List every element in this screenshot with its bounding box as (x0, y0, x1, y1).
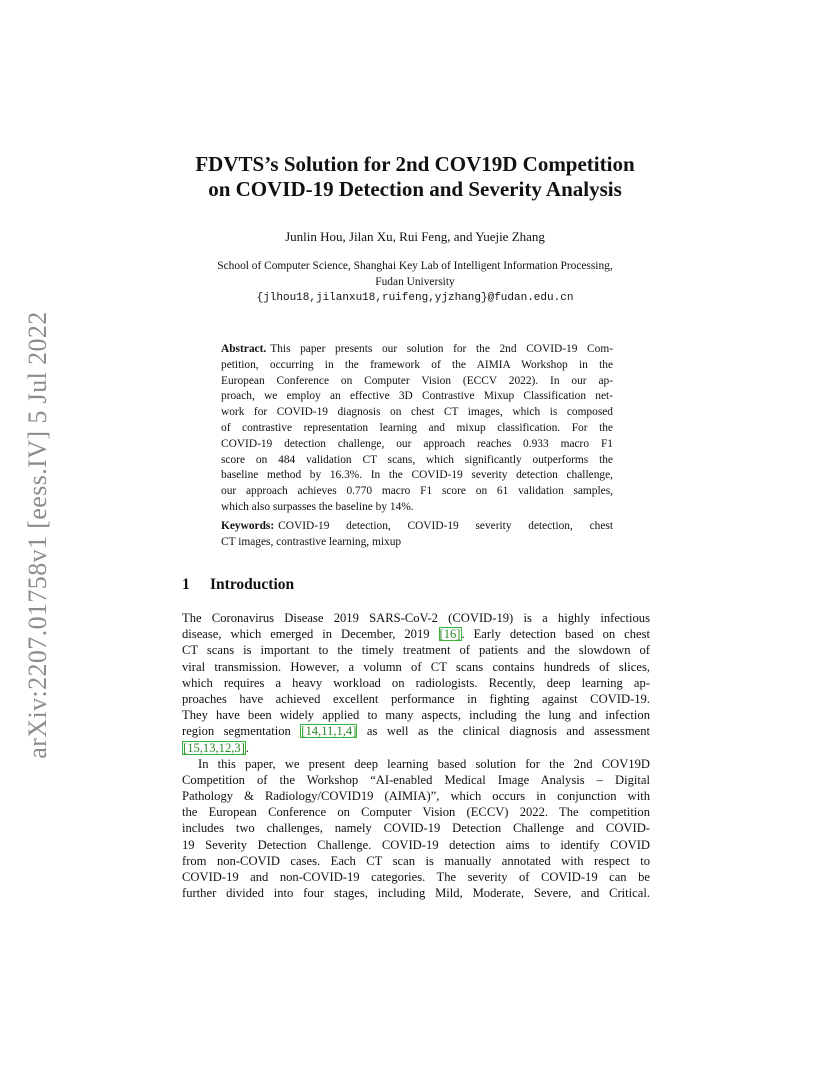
abstract (221, 342, 613, 516)
body-line: which requires a heavy workload on radiologists. Recently, deep learning ap- (182, 675, 650, 690)
body-line: viral transmission. However, a volumn of CT scans contains hundreds of slices, (182, 659, 650, 674)
abstract-line: score on 484 validation CT scans, which significantly outperforms the (221, 453, 613, 466)
body-line: region segmentation [14,11,1,4] as well as the clinical diagnosis and assessment (182, 724, 650, 739)
arxiv-stamp (8, 300, 68, 770)
body-line: [15,13,12,3]. (183, 740, 250, 755)
citation-link[interactable]: [16] (439, 627, 461, 642)
paper-title (150, 152, 680, 202)
section-heading (182, 576, 294, 594)
title-line-1: FDVTS’s Solution for 2nd COV19D Competition (195, 152, 635, 176)
abstract-line: baseline method by 16.3%. In the COVID-19 severity detection challenge, (221, 469, 613, 482)
abstract-line: of contrastive representation learning and mixup classification. For the (221, 421, 613, 434)
section-title: Introduction (210, 576, 295, 593)
body-line: Competition of the Workshop “AI-enabled Medical Image Analysis – Digital (182, 772, 650, 787)
body-line: further divided into four stages, including Mild, Moderate, Severe, and Critical. (182, 886, 650, 901)
body-line: They have been widely applied to many aspects, including the lung and infection (182, 708, 650, 723)
abstract-label: Abstract. (221, 343, 267, 355)
body-line: The Coronavirus Disease 2019 SARS-CoV-2 (COVID-19) is a highly infectious (182, 611, 650, 625)
body-line: COVID-19 and non-COVID-19 categories. The severity of COVID-19 can be (182, 870, 650, 884)
keywords-line: CT images, contrastive learning, mixup (221, 535, 402, 548)
abstract-line: proach, we employ an effective 3D Contrastive Mixup Classification net- (221, 390, 613, 403)
abstract-line: petition, occurring in the framework of the AIMIA Workshop in the (221, 358, 613, 371)
title-line-2: on COVID-19 Detection and Severity Analysis (208, 177, 622, 201)
abstract-line: our approach achieves 0.770 macro F1 score on 61 validation samples, (221, 485, 613, 498)
affiliation-line-1: School of Computer Science, Shanghai Key Lab of Intelligent Information Processing, (217, 260, 613, 272)
body-line: Pathology & Radiology/COVID19 (AIMIA)”, which occurs in conjunction with (182, 789, 650, 804)
body-line: from non-COVID cases. Each CT scan is manually annotated with respect to (182, 853, 650, 868)
body-line: 19 Severity Detection Challenge. COVID-19 detection aims to identify COVID (182, 837, 650, 852)
body-line: includes two challenges, namely COVID-19 Detection Challenge and COVID- (182, 821, 650, 836)
keywords-label: Keywords: (221, 520, 275, 532)
abstract-line: work for COVID-19 diagnosis on chest CT images, which is composed (221, 406, 613, 419)
author-emails: {jlhou18,jilanxu18,ruifeng,yjzhang}@fudan.edu.cn (256, 292, 574, 304)
affiliation-line-2: Fudan University (375, 276, 455, 288)
body-line: CT scans is important to the timely treatment of patients and the slowdown of (182, 643, 650, 658)
arxiv-stamp-text: arXiv:2207.01758v1 [eess.IV] 5 Jul 2022 (23, 311, 52, 759)
abstract-line: Abstract. This paper presents our solution for the 2nd COVID-19 Com- (221, 343, 613, 355)
body-text (182, 610, 650, 901)
citation-link[interactable]: [15,13,12,3] (183, 740, 245, 755)
body-line: In this paper, we present deep learning based solution for the 2nd COV19D (198, 756, 650, 771)
abstract-line: European Conference on Computer Vision (ECCV 2022). In our ap- (221, 374, 613, 387)
authors: Junlin Hou, Jilan Xu, Rui Feng, and Yuejie Zhang (285, 229, 545, 244)
body-line: the European Conference on Computer Vision (ECCV) 2022. The competition (182, 805, 650, 820)
affiliation (150, 258, 680, 306)
keywords (221, 519, 613, 551)
keywords-line: Keywords: COVID-19 detection, COVID-19 severity detection, chest (221, 520, 613, 532)
abstract-line: COVID-19 detection challenge, our approach reaches 0.933 macro F1 (221, 437, 613, 450)
citation-link[interactable]: [14,11,1,4] (301, 724, 357, 739)
body-line: disease, which emerged in December, 2019 [16]. Early detection based on chest (182, 627, 650, 642)
section-number: 1 (182, 576, 190, 593)
body-line: proaches have achieved excellent performance in fighting against COVID-19. (182, 691, 650, 706)
abstract-line: which also surpasses the baseline by 14%. (221, 500, 414, 513)
